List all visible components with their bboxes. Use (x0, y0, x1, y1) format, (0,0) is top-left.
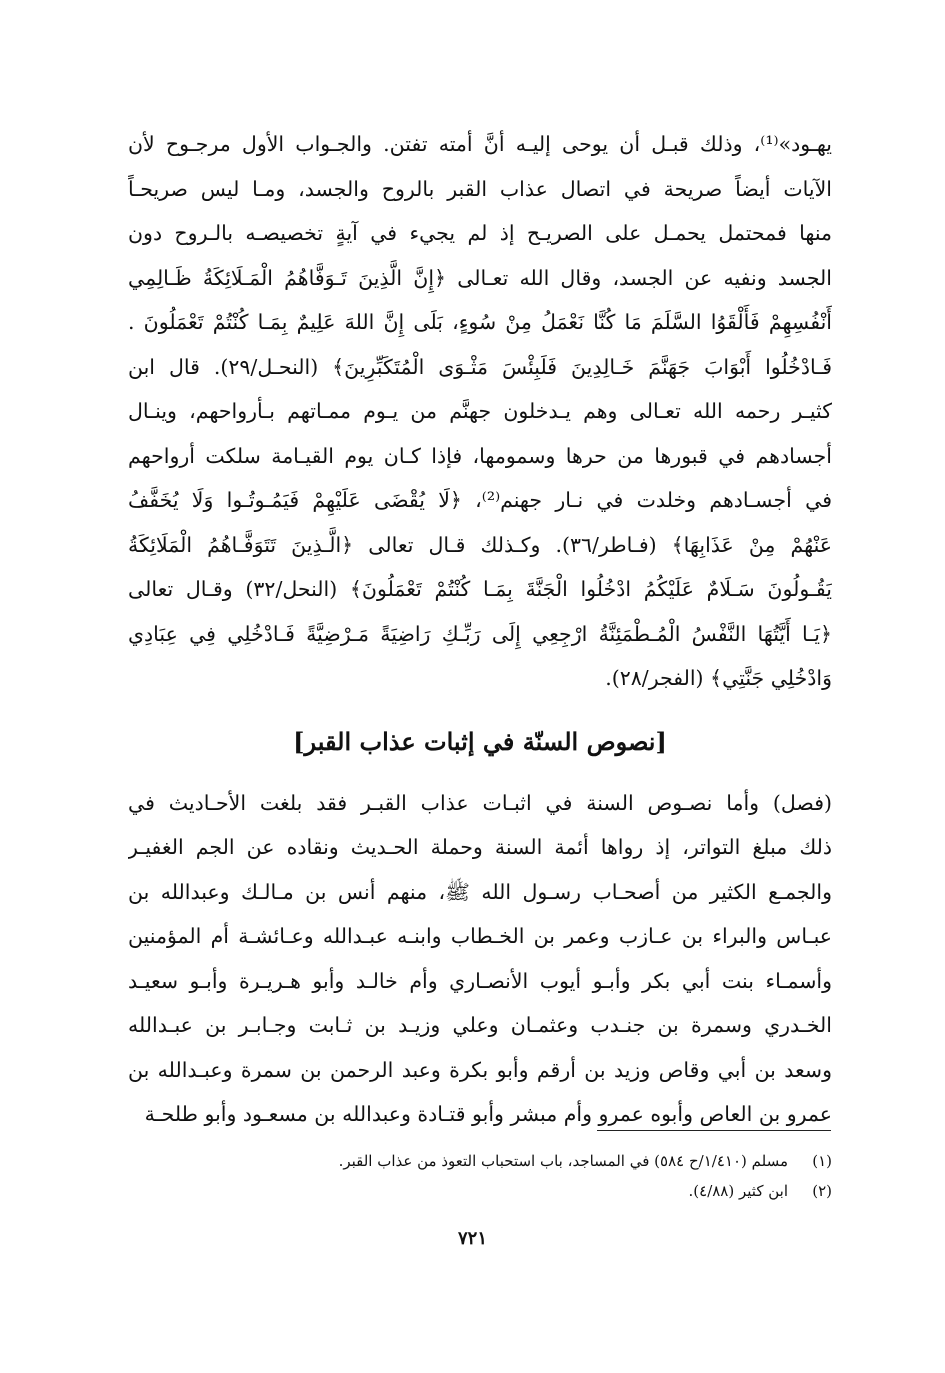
paragraph-quran-verses (128, 122, 832, 701)
footnote-text: ابن كثير (٤/٨٨). (688, 1182, 788, 1200)
text-line: والجمـع الكثير من أصحـاب رسـول الله ﷺ، منهم أنس بن مـالـك وعبدالله بن (128, 879, 832, 904)
footnote-number: (٢) (812, 1182, 832, 1200)
text-line: يَقُـولُونَ سَـلَامٌ عَلَيْكُمُ ادْخُلُوا الْجَنَّةَ بِمَـا كُنْتُمْ تَعْمَلُونَ﴾ (النحل/٣٢) وقـال تعالى (128, 577, 832, 601)
page-number: ٧٢١ (457, 1228, 487, 1249)
text-line: كثيـر رحمه الله تعـالى وهم يـدخلون جهنَّم من يـوم ممـاتهم بـأرواحهم، وينـال (128, 399, 832, 423)
text-line: الخـدري وسمرة بن جنـدب وعثمـان وعلي وزيـد بن ثـابت وجـابـر بن عبـدالله (128, 1013, 832, 1037)
text-line: (فصل) وأما نصـوص السنة في اثبـات عذاب القبـر فقد بلغت الأحـاديث في (128, 790, 832, 815)
text-line: الآيات أيضاً صريحة في اتصال عذاب القبر بالروح والجسد، ومـا ليس صريحـاً (128, 176, 832, 201)
text-line: أجسادهم في قبورها من حرها وسمومها، فإذا كـان يوم القيـامة سلكت أرواحهم (128, 443, 832, 468)
text-line: ﴿يَـا أَيَّتُهَا النَّفْسُ الْمُـطْمَئِنَّةُ ارْجِعِي إِلَى رَبِّـكِ رَاضِيَةً مَـرْضِيَّةً فَـادْخُلِي فِي عِبَادِي (128, 621, 832, 646)
text-line: وأسمـاء بنت أبي بكر وأبـو أيوب الأنصـاري وأم خالـد وأبو هـريـرة وأبـو سعيـد (128, 968, 832, 993)
section-heading: [نصوص السنّة في إثبات عذاب القبر] (293, 726, 667, 756)
footnote-2 (128, 1176, 832, 1206)
footnotes (128, 1146, 832, 1206)
page-body (128, 122, 832, 1137)
text-line: فَـادْخُلُوا أَبْوَابَ جَهَنَّمَ خَـالِدِينَ فَلَبِئْسَ مَثْـوَى الْمُتَكَبِّرِينَ﴾ (النحـل/٢٩). قال ابن (128, 354, 832, 379)
text-line: ذلك مبلغ التواتر، إذ رواها أئمة السنة وحملة الحـديث ونقاده عن الجم الغفيـر (128, 835, 832, 859)
paragraph-hadith-narrators (128, 781, 832, 1137)
text-line: أَنْفُسِهِمْ فَأَلْقَوُا السَّلَمَ مَا كُنَّا نَعْمَلُ مِنْ سُوءٍ، بَلَى إِنَّ اللهَ عَلِيمٌ بِمَـا كُنْتُمْ تَعْمَلُونَ . (128, 310, 832, 334)
text-line: منها فمحتمل يحمـل على الصريـح إذ لم يجيء في آيةٍ تخصيصـه بالـروح دون (128, 221, 832, 245)
footnote-number: (١) (812, 1152, 832, 1170)
text-line: عمرو بن العاص وأبوه عمرو وأم مبشر وأبو قتـادة وعبدالله بن مسعـود وأبو طلحـة (144, 1102, 832, 1126)
text-line: في أجسـادهم وخلدت في نـار جهنم⁽²⁾، ﴿لَا يُقْضَى عَلَيْهِمْ فَيَمُـوتُـوا وَلَا يُخَفَّفُ (128, 488, 832, 512)
footnote-divider (597, 1130, 831, 1131)
footnote-text: مسلم (١/٤١٠/ح ٥٨٤) في المساجد، باب استحباب التعوذ من عذاب القبر. (338, 1152, 788, 1170)
text-line: وسعد بن أبي وقاص وزيد بن أرقم وأبو بكرة وعبد الرحمن بن سمرة وعبـدالله بن (128, 1057, 832, 1082)
text-line: عَنْهُمْ مِنْ عَذَابِهَا﴾ (فـاطر/٣٦). وكـذلك قـال تعالى ﴿الَّـذِينَ تَتَوَفَّـاهُمُ الْمَلَائِكَةُ (128, 532, 832, 557)
text-line: وَادْخُلِي جَنَّتِي﴾ (الفجر/٢٨). (605, 666, 832, 690)
footnote-1 (128, 1146, 832, 1176)
text-line: يهـود»⁽¹⁾، وذلك قبـل أن يوحى إليـه أنَّ أمته تفتن. والجـواب الأول مرجـوح لأن (128, 132, 832, 156)
text-line: عبـاس والبراء بن عـازب وعمر بن الخـطاب وابنـه عبـدالله وعـائشـة أم المؤمنين (128, 924, 832, 948)
text-line: الجسد ونفيه عن الجسد، وقال الله تعـالى ﴿إِنَّ الَّذِينَ تَـوَفَّاهُمُ الْمَـلَائِكَةُ ظَـالِمِي (128, 265, 832, 290)
